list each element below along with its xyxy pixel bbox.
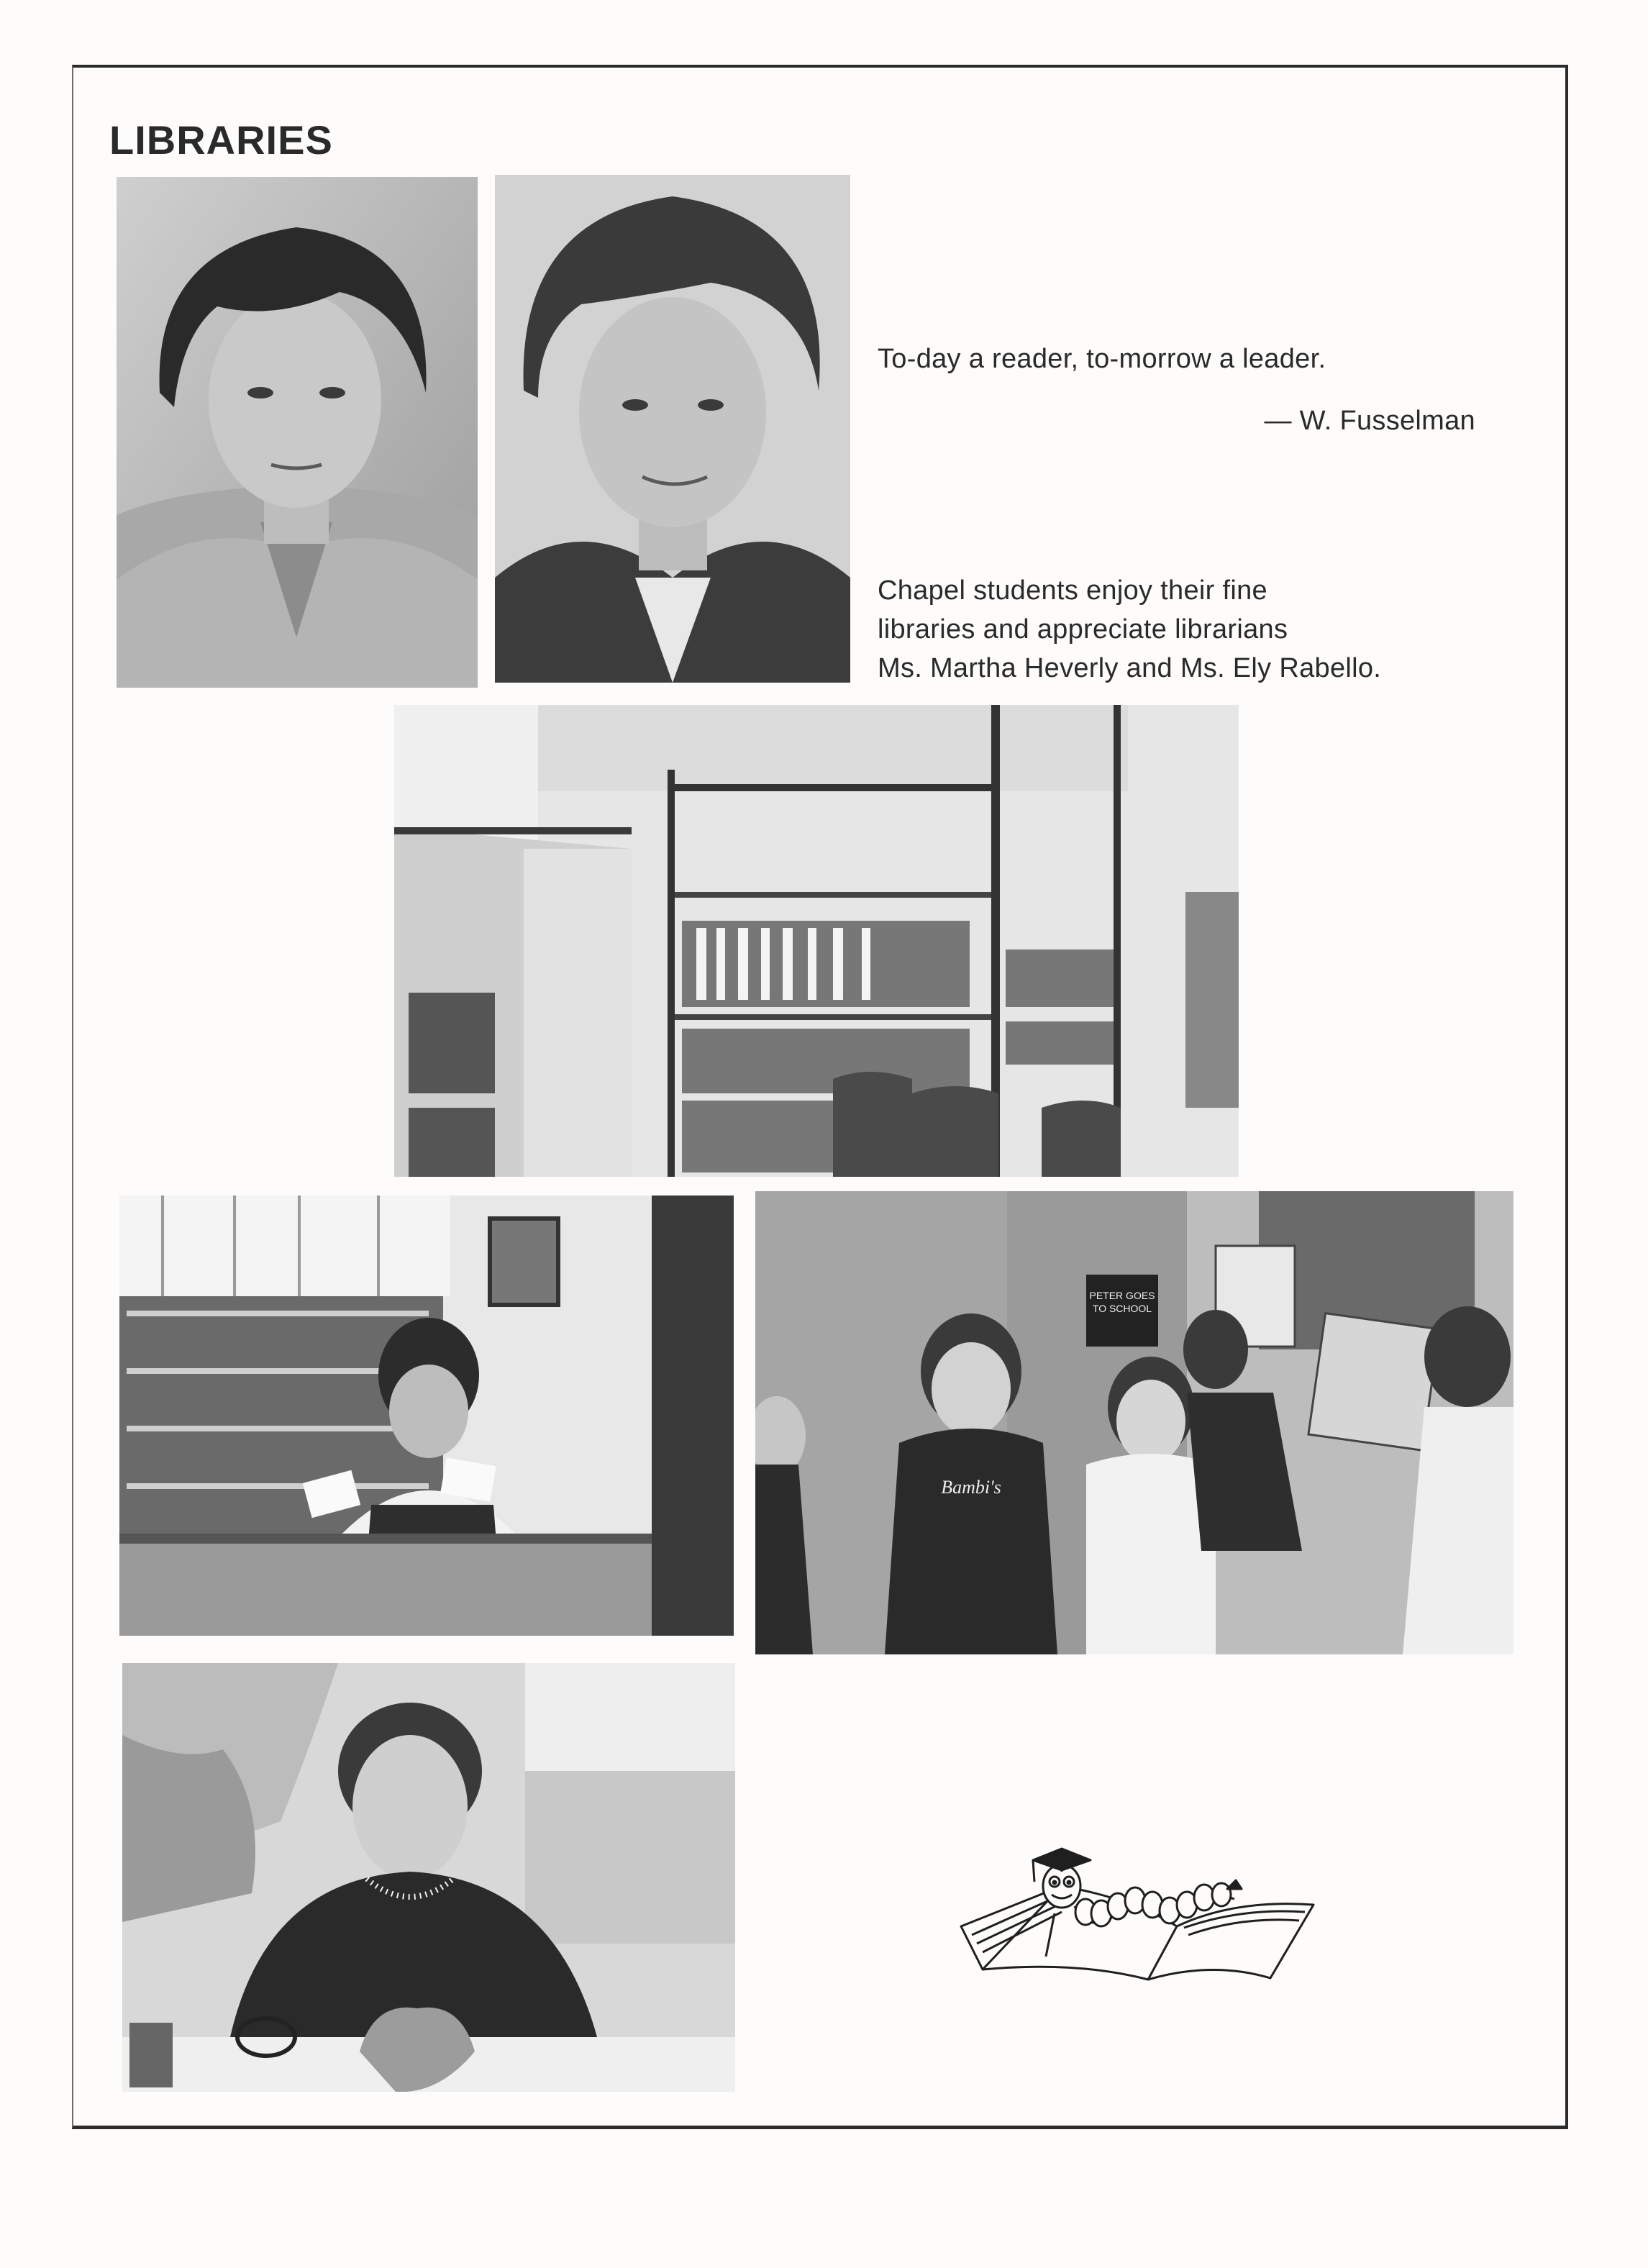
librarian-desk-photo [119, 1196, 734, 1636]
book-sign-line-2: TO SCHOOL [1092, 1303, 1152, 1314]
shirt-text: Bambi's [941, 1477, 1001, 1498]
page-title: LIBRARIES [109, 117, 333, 163]
quote-author: — W. Fusselman [1264, 406, 1475, 436]
photo-caption [878, 571, 1381, 688]
library-shelves-photo [394, 705, 1239, 1177]
students-books-photo [755, 1191, 1513, 1654]
portrait-photo-librarian-2 [495, 175, 850, 683]
librarian-seated-photo [122, 1663, 735, 2092]
caption-line: Chapel students enjoy their fine [878, 575, 1267, 606]
book-sign-line-1: PETER GOES [1089, 1290, 1155, 1301]
caption-line: Ms. Martha Heverly and Ms. Ely Rabello. [878, 653, 1382, 683]
portrait-photo-librarian-1 [117, 177, 478, 688]
quote-text: To-day a reader, to-morrow a leader. [878, 344, 1326, 374]
caption-line: libraries and appreciate librarians [878, 614, 1288, 645]
bookworm-illustration [954, 1820, 1328, 1985]
